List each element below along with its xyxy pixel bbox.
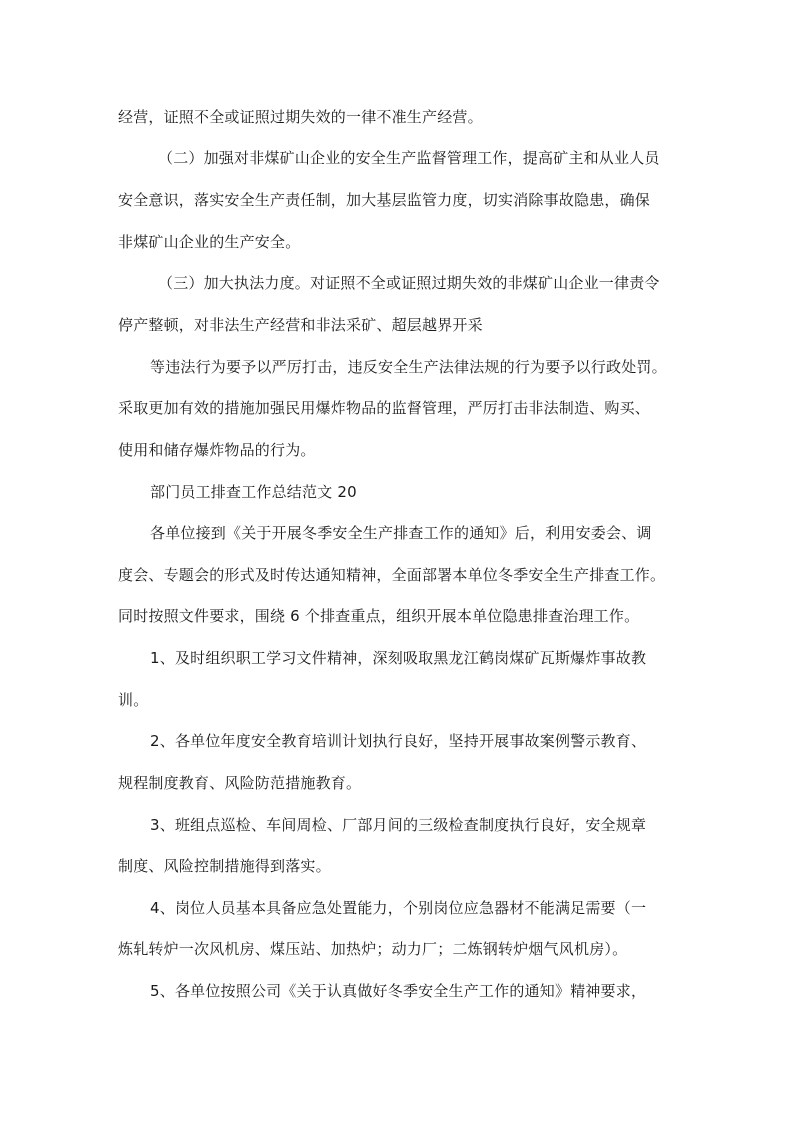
body-text-line: 等违法行为要予以严厉打击，违反安全生产法律法规的行为要予以行政处罚。 — [150, 358, 667, 376]
section-heading-line: （二）加强对非煤矿山企业的安全生产监督管理工作，提高矿主和从业人员 — [158, 149, 660, 167]
body-text-line: 安全意识，落实安全生产责任制，加大基层监管力度，切实消除事故隐患，确保 — [118, 191, 651, 209]
body-text-line: 同时按照文件要求，围绕 6 个排查重点，组织开展本单位隐患排查治理工作。 — [118, 607, 640, 625]
list-item-line: 炼轧转炉一次风机房、煤压站、加热炉；动力厂；二炼钢转炉烟气风机房）。 — [118, 940, 628, 958]
list-item-line: 规程制度教育、风险防范措施教育。 — [118, 774, 362, 792]
list-item-line: 1、及时组织职工学习文件精神，深刻吸取黑龙江鹤岗煤矿瓦斯爆炸事故教 — [150, 649, 647, 667]
body-text-line: 各单位接到《关于开展冬季安全生产排查工作的通知》后，利用安委会、调 — [150, 524, 652, 542]
article-title: 部门员工排查工作总结范文 20 — [150, 483, 357, 501]
body-text-line: 经营，证照不全或证照过期失效的一律不准生产经营。 — [118, 108, 483, 126]
section-heading-line: （三）加大执法力度。对证照不全或证照过期失效的非煤矿山企业一律责令 — [158, 274, 660, 292]
body-text-line: 度会、专题会的形式及时传达通知精神，全面部署本单位冬季安全生产排查工作。 — [118, 566, 666, 584]
list-item-line: 制度、风险控制措施得到落实。 — [118, 857, 331, 875]
body-text-line: 使用和储存爆炸物品的行为。 — [118, 441, 316, 459]
list-item-line: 训。 — [118, 691, 149, 709]
body-text-line: 采取更加有效的措施加强民用爆炸物品的监督管理，严厉打击非法制造、购买、 — [118, 399, 651, 417]
list-item-line: 4、岗位人员基本具备应急处置能力，个别岗位应急器材不能满足需要（一 — [150, 899, 647, 917]
list-item-line: 5、各单位按照公司《关于认真做好冬季安全生产工作的通知》精神要求， — [150, 982, 647, 1000]
list-item-line: 2、各单位年度安全教育培训计划执行良好，坚持开展事故案例警示教育、 — [150, 732, 647, 750]
body-text-line: 非煤矿山企业的生产安全。 — [118, 233, 301, 251]
body-text-line: 停产整顿，对非法生产经营和非法采矿、超层越界开采 — [118, 316, 483, 334]
list-item-line: 3、班组点巡检、车间周检、厂部月间的三级检查制度执行良好，安全规章 — [150, 816, 647, 834]
